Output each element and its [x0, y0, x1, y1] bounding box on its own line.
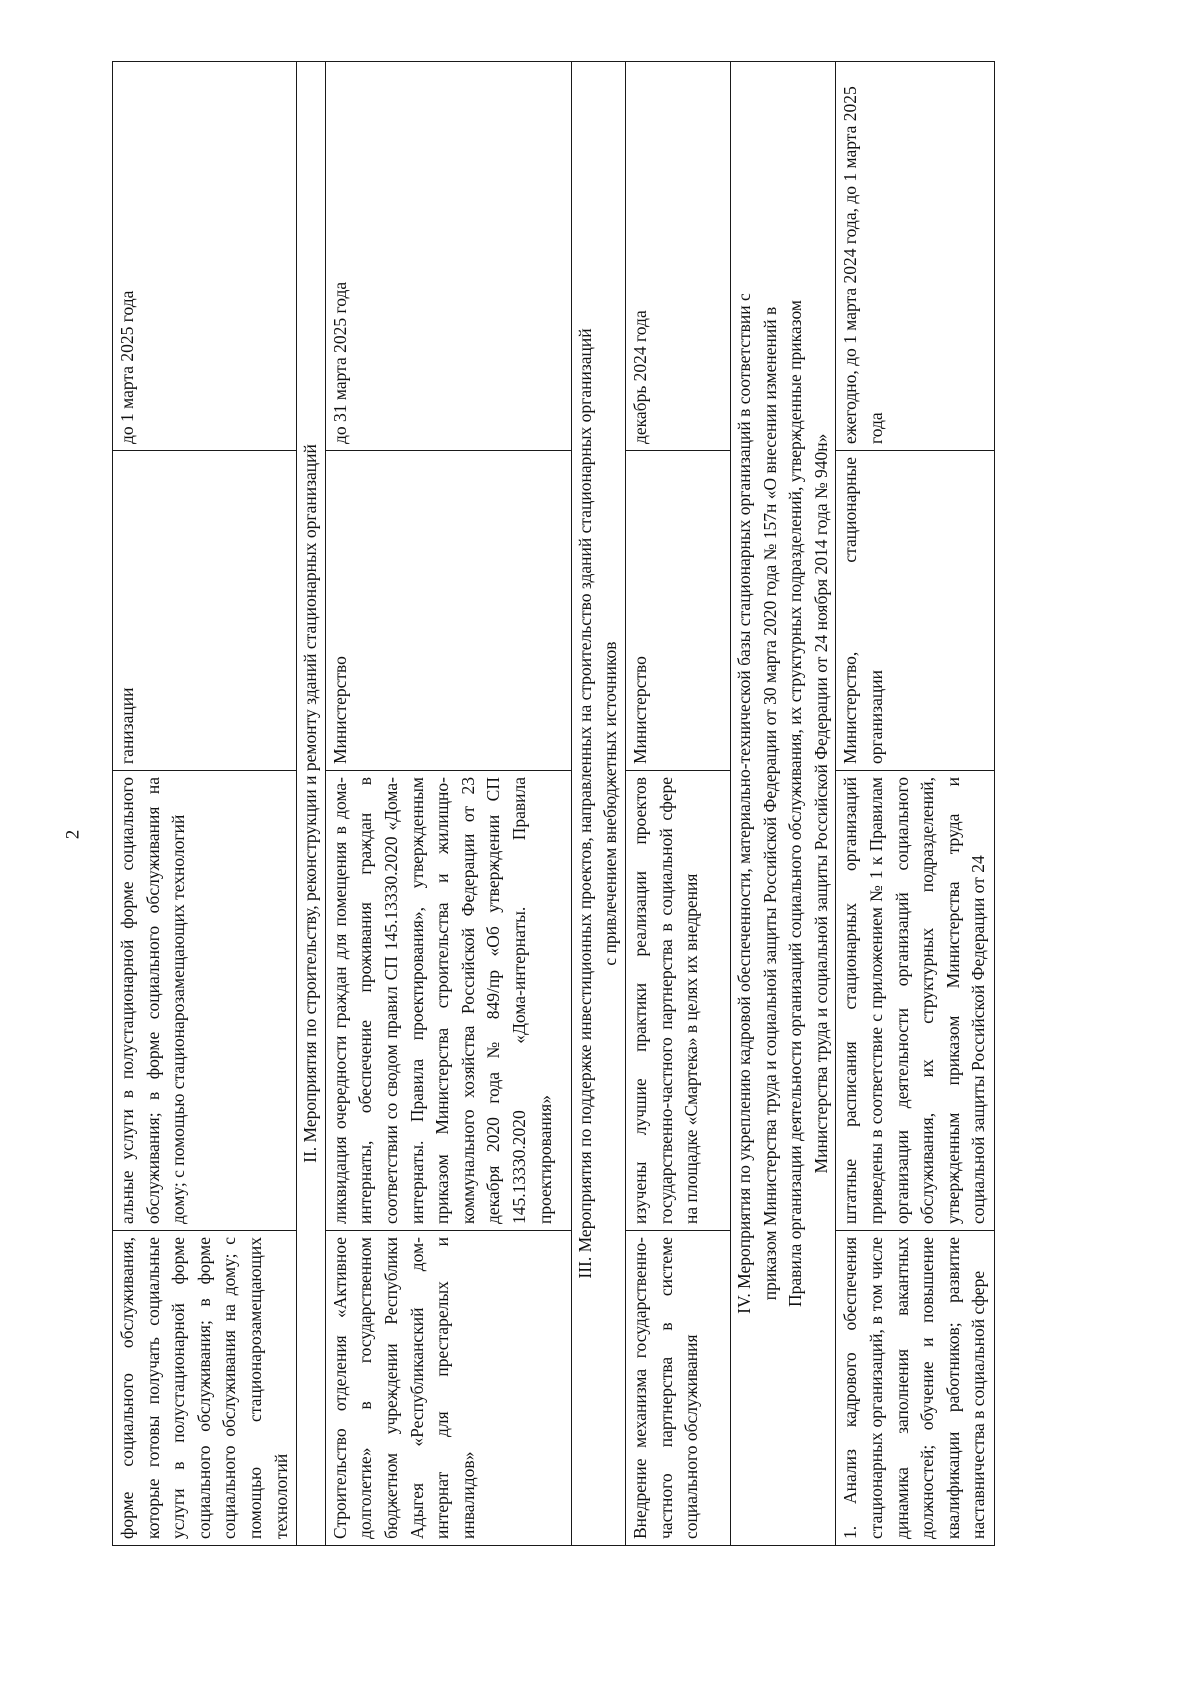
section-3-title [571, 62, 625, 1546]
executor-cell: Министерство [325, 451, 571, 771]
deadline-cell: до 31 марта 2025 года [325, 62, 571, 451]
executor-cell: ганизации [113, 451, 297, 771]
deadline-cell: декабрь 2024 года [625, 62, 730, 451]
rotated-table-container [112, 62, 989, 1546]
result-cell: штатные расписания стационарных организаций приведены в соответствие с приложением № 1 к Правилам организации деятельности организаций социального обслуживания, их структурных подразделений, утвержденным приказом Министерства труда и социальной защиты Российской Федерации от 24 [836, 771, 995, 1231]
table-row [113, 62, 297, 1546]
deadline-cell: до 1 марта 2025 года [113, 62, 297, 451]
page-number: 2 [62, 829, 84, 840]
section-4-title-line: приказом Министерства труда и социальной защиты Российской Федерации от 30 марта 2020 года № 157н «О внесении изменений в [759, 306, 780, 1301]
section-2-title: II. Мероприятия по строительству, реконструкции и ремонту зданий стационарных организаций [297, 62, 326, 1546]
executor-cell: Министерство [625, 451, 730, 771]
action-plan-table [112, 61, 995, 1546]
section-header-row [571, 62, 625, 1546]
section-header-row [730, 62, 835, 1546]
section-4-title-line: Министерства труда и социальной защиты Российской Федерации от 24 ноября 2014 года № 940н» [810, 433, 831, 1174]
measure-cell: Внедрение механизма государственно-частного партнерства в системе социального обслуживания [625, 1231, 730, 1546]
table-row [625, 62, 730, 1546]
section-header-row [297, 62, 326, 1546]
section-3-title-line: с привлечением внебюджетных источников [600, 641, 621, 966]
section-4-title-line: Правила организации деятельности организаций социального обслуживания, их структурных подразделений, утвержденные приказом [785, 300, 806, 1307]
section-4-title-line: IV. Мероприятия по укреплению кадровой обеспеченности, материально-технической базы стационарных организаций в соответствии с [733, 293, 754, 1314]
executor-cell: Министерство, стационарные организации [836, 451, 995, 771]
table-row [325, 62, 571, 1546]
table-row [836, 62, 995, 1546]
section-3-title-line: III. Мероприятия по поддержке инвестиционных проектов, направленных на строительство зданий стационарных организаций [574, 328, 595, 1279]
result-cell: изучены лучшие практики реализации проектов государственно-частного партнерства в социальной сфере на площадке «Смартека» в целях их внедрения [625, 771, 730, 1231]
deadline-cell: ежегодно, до 1 марта 2024 года, до 1 марта 2025 года [836, 62, 995, 451]
measure-cell: 1. Анализ кадрового обеспечения стационарных организаций, в том числе динамика заполнения вакантных должностей; обучение и повышение квалификации работников; развитие наставничества в социальной сфере [836, 1231, 995, 1546]
result-cell: ликвидация очередности граждан для помещения в дома-интернаты, обеспечение проживания граждан в соответствии со сводом правил СП 145.13330.2020 «Дома-интернаты. Правила проектирования», утвержденным приказом Министерства строительства и жилищно-коммунального хозяйства Российской Федерации от 23 декабря 2020 года № 849/пр «Об утверждении СП 145.13330.2020 «Дома-интернаты. Правила проектирования» [325, 771, 571, 1231]
measure-cell: форме социального обслуживания, которые готовы получать социальные услуги в полустационарной форме социального обслуживания; в форме социального обслуживания на дому; с помощью стационарозамещающих технологий [113, 1231, 297, 1546]
result-cell: альные услуги в полустационарной форме социального обслуживания; в форме социального обслуживания на дому; с помощью стационарозамещающих технологий [113, 771, 297, 1231]
section-4-title [730, 62, 835, 1546]
measure-cell: Строительство отделения «Активное долголетие» в государственном бюджетном учреждении Республики Адыгея «Республиканский дом-интернат для престарелых и инвалидов» [325, 1231, 571, 1546]
